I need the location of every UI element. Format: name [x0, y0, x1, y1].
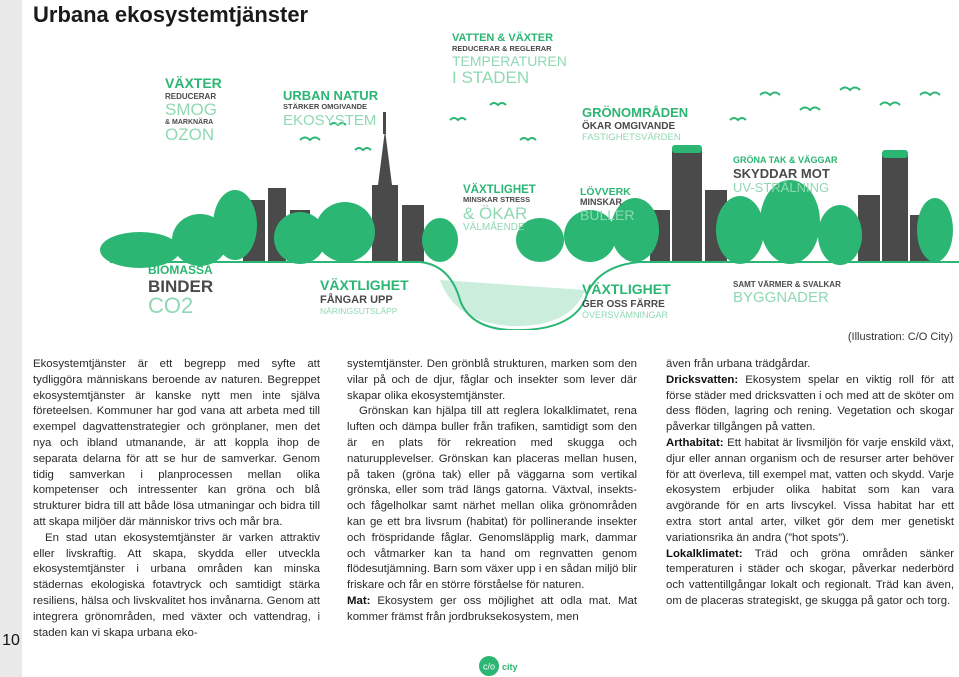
label-line: UV-STRÅLNING [733, 180, 830, 195]
logo-mark: c/o [482, 661, 496, 672]
label-line: SMOG [165, 100, 217, 119]
logo-word: city [502, 662, 518, 672]
term-lokalklimatet: Lokalklimatet: [666, 547, 743, 560]
label-line: STÄRKER OMGIVANDE [283, 102, 368, 111]
label-vatten-vaxter [452, 31, 567, 87]
paragraph [666, 547, 954, 610]
paragraph-text: Ett habitat är livsmiljön för varje enskild växt, djur eller annan organism och de resurser arter behöver för att överleva, till exempel mat, vatten och skydd. Varje ekosystem erbjuder olika habitat som kan vara avgörande för en arts livscykel. Vissa habitat har ett extra stort antal arter, vilket gör dem mer genetiskt variationsrika än andra (”hot spots”). [666, 436, 954, 544]
paragraph [666, 373, 954, 436]
paragraph-text: Ekosystem spelar en viktig roll för att förse städer med dricksvatten i och med att de sköter om dess flöden, lagring och rening. Vegetation och skogar påverkar tillgången på vatten. [666, 373, 954, 434]
term-mat: Mat: [347, 594, 371, 607]
label-line: VÄXTLIGHET [582, 281, 671, 297]
water-basin [440, 280, 585, 326]
label-line: URBAN NATUR [283, 88, 379, 103]
page-title: Urbana ekosystemtjänster [33, 2, 309, 27]
label-line: I STADEN [452, 68, 530, 87]
label-line: BINDER [148, 277, 214, 296]
text-column-1 [33, 357, 320, 641]
co-city-logo [478, 655, 528, 677]
label-vaxter-smog [165, 75, 222, 144]
label-line: & MARKNÄRA [165, 119, 214, 126]
label-line: ÖKAR OMGIVANDE [582, 121, 676, 132]
label-line: OZON [165, 125, 215, 144]
label-line: LÖVVERK [580, 186, 631, 198]
label-gronomraden [582, 105, 688, 143]
label-oversvamningar [582, 281, 671, 320]
label-biomassa [148, 263, 213, 318]
label-line: SKYDDAR MOT [733, 166, 830, 181]
label-line: VÄXTLIGHET [320, 277, 409, 293]
paragraph: även från urbana trädgårdar. [666, 358, 811, 370]
label-urban-natur [283, 88, 379, 129]
label-naringsutslapp [320, 277, 409, 316]
label-line: ÖVERSVÄMNINGAR [582, 310, 669, 320]
label-line: FÅNGAR UPP [320, 294, 393, 306]
label-line: BYGGNADER [733, 289, 829, 306]
label-byggnader [733, 280, 841, 306]
paragraph-text: Ekosystem ger oss möjlighet att odla mat. Mat kommer främst från jordbruksekosystem, men [347, 594, 637, 623]
label-line: FASTIGHETSVÄRDEN [582, 132, 681, 143]
label-line: MINSKAR [580, 197, 622, 207]
paragraph: systemtjänster. Den grönblå strukturen, marken som den vilar på och de djur, fåglar och insekter som lever där skapar olika ekosystemtjänster. [347, 358, 637, 402]
ecosystem-illustration [0, 0, 959, 330]
label-line: EKOSYSTEM [283, 112, 377, 129]
text-column-3 [666, 357, 954, 610]
paragraph: Ekosystemtjänster är ett begrepp med syfte att tydliggöra människans beroende av naturen. Begreppet ekosystemtjänster är kanske nytt men inte själva företeelsen. Kommuner har god vana att arbeta med till exempel dagvattenstrategier och grönplaner, men det nya och ibland utmanande, är att koppla ihop de separata delarna för att se hur de samverkar. Genom tidig samverkan i planprocessen mellan olika kompetenser och intressenter kan gröna och blå strukturer bidra till att både lösa utmaningar och bidra till att skapa miljöer där människor trivs och mår bra. [33, 358, 320, 528]
label-line: VÄLMÅENDE [463, 222, 525, 233]
label-line: VÄXTER [165, 75, 222, 91]
label-line: & ÖKAR [463, 204, 528, 223]
label-line: REDUCERAR [165, 92, 217, 101]
label-grona-tak [733, 155, 838, 195]
text-column-2 [347, 357, 637, 626]
label-line: BULLER [580, 207, 635, 223]
paragraph-text: Träd och gröna områden sänker temperaturen i städer och skogar, påverkar nederbörd och vattentillgångar lokalt och regionalt. Träd kan även, om de placeras strategiskt, ge skugga på gator och torg. [666, 547, 954, 607]
label-line: NÄRINGSUTSLÄPP [320, 306, 398, 316]
label-line: VÄXTLIGHET [463, 184, 536, 196]
label-line: CO2 [148, 293, 194, 318]
label-line: VATTEN & VÄXTER [452, 32, 554, 44]
label-line: REDUCERAR & REGLERAR [452, 44, 552, 53]
label-line: BIOMASSA [148, 263, 213, 277]
paragraph: En stad utan ekosystemtjänster är varken attraktiv eller livskraftig. Att skapa, skydda eller utveckla ekosystemtjänster i urbana områden kan minska städernas ekologiska fotavtryck och samtidigt stärka resiliens, hälsa och livskvalitet hos invånarna. Genom att integrera grönområden, med växter och vattendrag, i staden kan vi skapa urbana eko- [33, 531, 320, 639]
label-line: GRÖNA TAK & VÄGGAR [733, 155, 838, 165]
label-line: SAMT VÄRMER & SVALKAR [733, 280, 841, 289]
label-line: MINSKAR STRESS [463, 195, 531, 204]
paragraph [347, 594, 637, 626]
paragraph [666, 436, 954, 547]
term-arthabitat: Arthabitat: [666, 436, 724, 449]
label-line: GER OSS FÄRRE [582, 299, 665, 310]
page-number: 10 [2, 632, 20, 649]
label-line: TEMPERATUREN [452, 53, 567, 69]
label-line: GRÖNOMRÅDEN [582, 105, 689, 120]
illustration-caption: (Illustration: C/O City) [847, 331, 953, 343]
paragraph: Grönskan kan hjälpa till att reglera lokalklimatet, rena luften och dämpa buller från trafiken, samtidigt som den är en plats för rekreation med skugga och naturupplevelser. Grönskan kan placeras mellan husen, på taken (gröna tak) eller på väggarna som vertikal grönska, eller som träd längs gatorna. Växtval, insekts- och fågelholkar samt närhet mellan olika grönområden kan ge ett bra livsrum (habitat) för pollinerande insekter och fröspridande fåglar. Genomsläpplig mark, dammar och våtmarker kan ta hand om regnvatten genom flödesutjämning. Barn som växer upp i en sådan miljö blir friskare och får en större förståelse för naturen. [347, 405, 637, 592]
term-dricksvatten: Dricksvatten: [666, 373, 739, 386]
